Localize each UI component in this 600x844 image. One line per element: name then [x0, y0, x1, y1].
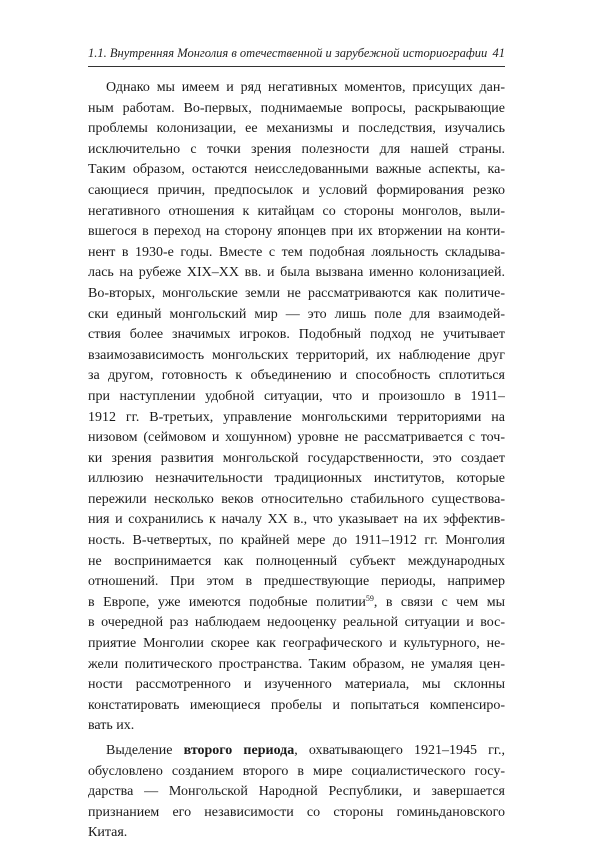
text-line: обусловлено созданием второго в мире социалистического госу-: [88, 763, 505, 779]
text-line: дарства — Монгольской Народной Республики, и завершается: [88, 784, 505, 800]
text-line: [88, 593, 505, 614]
page-number: 41: [492, 46, 505, 60]
text-span: Выделение: [106, 743, 184, 758]
text-line: 1912 гг. В-третьих, управление монгольскими территориями на: [88, 409, 505, 425]
text-line: признанием его независимости со стороны гоминьдановского: [88, 804, 505, 820]
text-line: исключительно с точки зрения полезности для нашей страны.: [88, 141, 505, 157]
text-line: негативного отношения к китайцам со стороны монголов, выли-: [88, 203, 505, 219]
text-line: проблемы колонизации, ее механизмы и последствия, изучались: [88, 121, 505, 137]
text-span: , охватывающего 1921–1945 гг.,: [294, 743, 505, 758]
text-line: ски единый монгольский мир — это лишь поле для взаимодей-: [88, 306, 505, 322]
text-line: жели политического пространства. Таким образом, не умаляя цен-: [88, 656, 505, 672]
text-line: за другом, готовность к объединению и способность сплотиться: [88, 368, 505, 384]
text-line: Китая.: [88, 825, 128, 841]
bold-term: второго периода: [183, 743, 295, 758]
text-span: в Европе, уже имеются подобные политии: [88, 594, 366, 610]
text-span: , в связи с чем мы: [373, 594, 505, 610]
running-head-title: 1.1. Внутренняя Монголия в отечественной и зарубежной историографии: [88, 46, 488, 60]
text-line: [88, 741, 505, 762]
header-rule: [88, 66, 505, 67]
text-line: сающиеся причин, предпосылок и условий формирования резко: [88, 182, 505, 198]
text-line: взаимозависимость монгольских территорий, их наблюдение друг: [88, 347, 505, 363]
paragraph-2: [88, 741, 505, 844]
text-line: при наступлении удобной ситуации, что и произошло в 1911–: [88, 388, 505, 404]
text-line: вать их.: [88, 718, 135, 734]
text-line: лась на рубеже XIX–XX вв. и была вызвана именно колонизацией.: [88, 265, 505, 281]
text-line: отношений. При этом в предшествующие периоды, например: [88, 574, 505, 590]
text-line: в очередной раз наблюдаем недооценку реальной ситуации и вос-: [88, 615, 505, 631]
text-line: ствия более значимых игроков. Подобный подход не учитывает: [88, 327, 505, 343]
text-line: нент в 1930-е годы. Вместе с тем подобная лояльность складыва-: [88, 244, 505, 260]
text-line: ность. В-четвертых, по крайней мере до 1911–1912 гг. Монголия: [88, 533, 505, 549]
text-line: ния и сохранились к началу XX в., что указывает на их эффектив-: [88, 512, 505, 528]
text-line: пережили несколько веков относительно стабильного существова-: [88, 491, 505, 507]
text-line: вшегося в переход на сторону японцев при их вторжении на конти-: [88, 224, 505, 240]
text-line: ки зрения развития монгольской государственности, это создает: [88, 450, 505, 466]
text-line: Во-вторых, монгольские земли не рассматриваются как политиче-: [88, 285, 505, 301]
text-line: не воспринимается как полноценный субъект международных: [88, 553, 505, 569]
text-line: приятие Монголии скорее как географического и культурного, не-: [88, 636, 505, 652]
text-line: Однако мы имеем и ряд негативных моментов, присущих дан-: [106, 80, 505, 95]
text-line: Таким образом, остаются неисследованными важные аспекты, ка-: [88, 162, 505, 178]
body-text: [88, 78, 505, 844]
footnote-reference: 59: [365, 593, 374, 603]
text-line: констатировать имеющиеся пробелы и попытаться компенсиро-: [88, 697, 505, 713]
text-line: иллюзию незначительности традиционных институтов, которые: [88, 471, 505, 487]
text-line: низовом (сеймовом и хошунном) уровне не рассматривается с точ-: [88, 430, 505, 446]
text-line: ным работам. Во-первых, поднимаемые вопросы, раскрывающие: [88, 100, 505, 116]
text-line: ности рассмотренного и изученного материала, мы склонны: [88, 677, 505, 693]
paragraph-1: [88, 78, 505, 737]
